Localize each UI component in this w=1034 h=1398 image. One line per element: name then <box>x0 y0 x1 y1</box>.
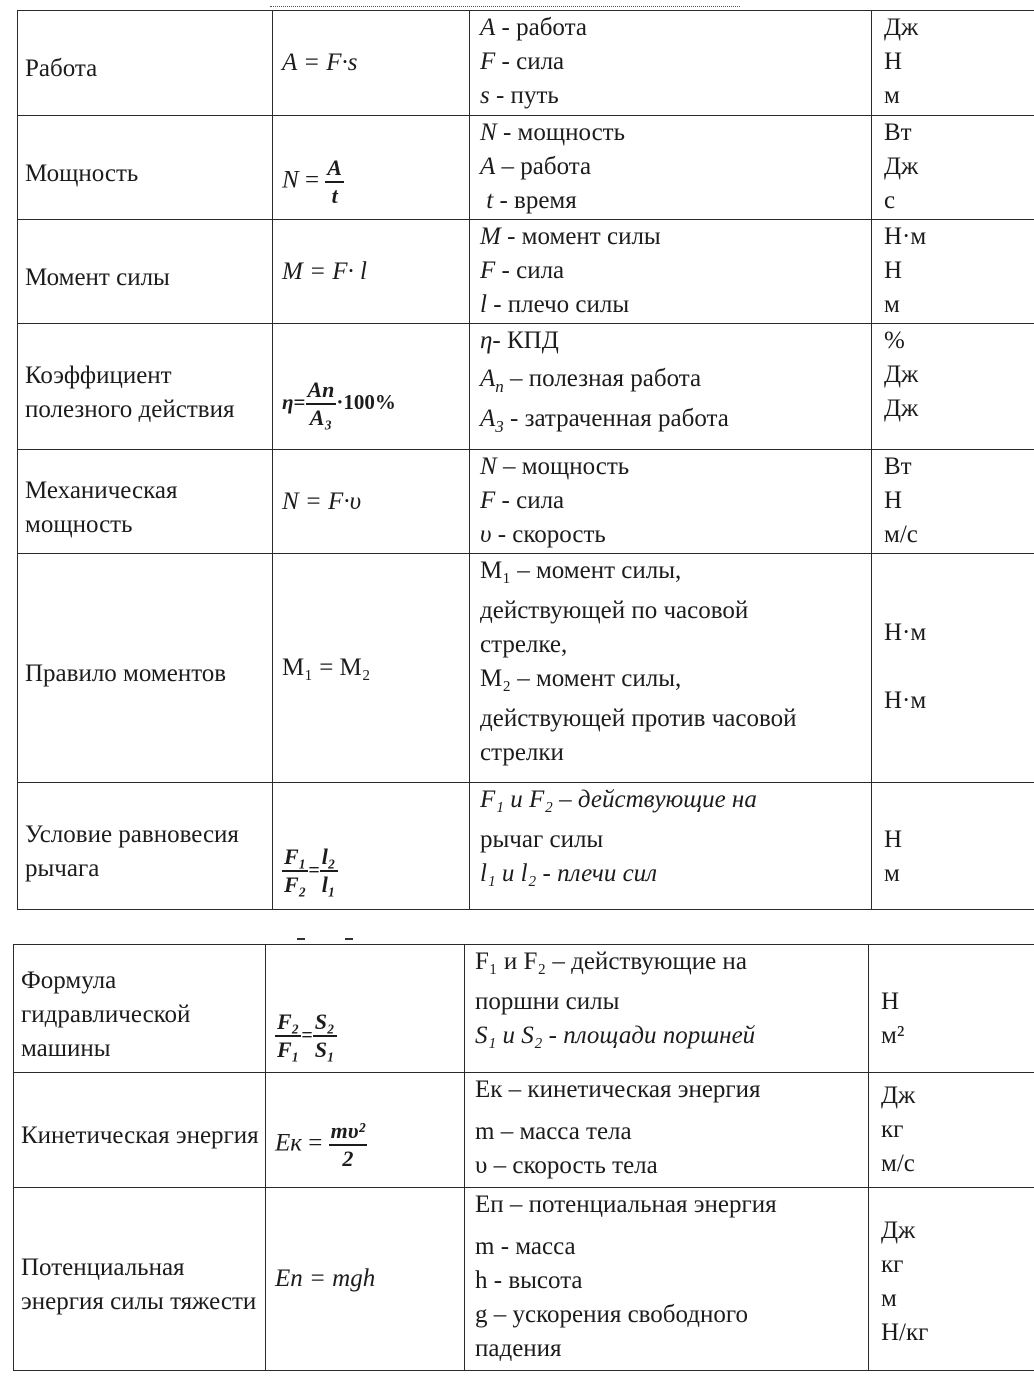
symbol: υ <box>480 521 492 548</box>
variable-line: M₂ – момент силы, <box>480 665 682 692</box>
symbol: η <box>480 327 493 354</box>
variable-text: - работа <box>495 14 587 41</box>
variable-text: - плечо силы <box>486 291 630 318</box>
symbol: M <box>480 223 501 250</box>
numerator: l₂ <box>320 846 338 872</box>
formula: N = F·υ <box>273 450 470 554</box>
variable-list <box>470 220 872 324</box>
denominator: t <box>331 182 338 208</box>
variable-line: g – ускорения свободного <box>475 1301 749 1328</box>
formula-lhs: η <box>282 389 294 414</box>
denominator: l₁ <box>321 872 336 897</box>
variable-line: падения <box>475 1335 562 1362</box>
formula: N = $\frac{A}{t}$ <box>273 116 470 220</box>
unit: Вт <box>884 453 912 480</box>
table-row <box>14 1188 1034 1371</box>
unit-list <box>872 554 1034 783</box>
variable-text: – работа <box>495 153 592 180</box>
fraction <box>313 1008 337 1062</box>
table-row <box>18 11 1034 116</box>
variable-line: l₁ и l₂ - плечи сил <box>480 860 658 887</box>
unit: м² <box>881 1022 905 1049</box>
symbol: s <box>480 82 490 109</box>
denominator: S₁ <box>314 1036 335 1062</box>
variable-list <box>465 945 869 1073</box>
formula-lhs: N <box>282 166 299 194</box>
unit: Н <box>884 826 903 853</box>
variable-line: Eп – потенциальная энергия <box>475 1191 777 1218</box>
table-row <box>18 116 1034 220</box>
unit: Н <box>884 487 903 514</box>
variable-text: - момент силы <box>500 223 661 250</box>
denominator: 2 <box>342 1146 354 1171</box>
variable-list <box>470 450 872 554</box>
unit: кг <box>881 1251 904 1278</box>
formula-table-2 <box>13 944 1034 1371</box>
symbol: A <box>480 153 496 180</box>
unit: Н/кг <box>881 1319 929 1346</box>
unit: м <box>884 82 900 109</box>
symbol: N <box>480 453 497 480</box>
table-row <box>18 220 1034 324</box>
unit-list <box>872 450 1034 554</box>
unit-list <box>872 783 1034 910</box>
unit: % <box>884 327 905 354</box>
quantity-name: Правило моментов <box>18 554 273 783</box>
unit: м <box>884 860 900 887</box>
subscript: 3 <box>495 417 504 436</box>
formula: M = F· l <box>273 220 470 324</box>
unit: м <box>884 291 900 318</box>
unit: Н·м <box>884 687 927 714</box>
variable-list <box>470 324 872 450</box>
symbol: F <box>480 257 496 284</box>
unit-list <box>872 324 1034 450</box>
formula: η= $\frac{Aп}{\text{A₃}}$ ·100% <box>273 324 470 450</box>
cropped-mark <box>345 938 353 940</box>
symbol: A <box>480 14 496 41</box>
unit: Н <box>884 48 903 75</box>
cropped-top-line <box>270 0 740 7</box>
variable-line: поршни силы <box>475 988 620 1015</box>
formula-lhs: Eк <box>275 1129 302 1157</box>
table-row <box>14 1073 1034 1188</box>
unit: м/с <box>881 1150 915 1177</box>
symbol: F <box>480 48 496 75</box>
variable-line: рычаг силы <box>480 826 604 853</box>
variable-list <box>470 783 872 910</box>
fraction <box>275 1008 301 1062</box>
denominator: F₂ <box>284 872 307 897</box>
unit: Вт <box>884 119 912 146</box>
quantity-name: Мощность <box>18 116 273 220</box>
unit: Дж <box>881 1082 916 1109</box>
formula: M₁ = M₂ <box>273 554 470 783</box>
variable-line: F₁ и F₂ – действующие на <box>475 948 747 975</box>
symbol: t <box>486 187 494 214</box>
quantity-name: Формула гидравлической машины <box>14 945 266 1073</box>
fraction <box>306 376 337 430</box>
formula: $\frac{\text{F₁}}{\text{F₂}}$ = $\frac{\text{l₂}}{\text{l₁}}$ <box>273 783 470 910</box>
unit: Н <box>884 257 903 284</box>
variable-list <box>470 554 872 783</box>
unit-list <box>872 116 1034 220</box>
symbol: N <box>480 119 497 146</box>
unit: Дж <box>881 1217 916 1244</box>
formula: Eп = mgh <box>266 1188 465 1371</box>
formula-tail: ·100% <box>336 389 396 414</box>
variable-list <box>465 1188 869 1371</box>
unit: Дж <box>884 395 919 422</box>
variable-line: h - высота <box>475 1267 583 1294</box>
table-row <box>18 450 1034 554</box>
table-row <box>18 324 1034 450</box>
unit-list <box>869 945 1034 1073</box>
symbol: l <box>480 291 487 318</box>
quantity-name: Кинетическая энергия <box>14 1073 266 1188</box>
quantity-name: Момент силы <box>18 220 273 324</box>
variable-text: - сила <box>495 48 565 75</box>
unit-list <box>869 1188 1034 1371</box>
variable-text: – мощность <box>496 453 630 480</box>
numerator: mυ² <box>329 1120 367 1146</box>
cropped-mark <box>297 938 305 940</box>
numerator: S₂ <box>313 1011 337 1037</box>
formula: $\frac{\text{F₂}}{\text{F₁}}$ = $\frac{\text{S₂}}{\text{S₁}}$ <box>266 945 465 1073</box>
unit: Дж <box>884 14 919 41</box>
numerator: Aп <box>306 379 337 405</box>
variable-text: - скорость <box>491 521 606 548</box>
numerator: F₂ <box>275 1011 301 1037</box>
variable-text: - сила <box>495 257 565 284</box>
unit: Н·м <box>884 223 927 250</box>
variable-text: - мощность <box>496 119 626 146</box>
quantity-name: Работа <box>18 11 273 116</box>
quantity-name: Механическая мощность <box>18 450 273 554</box>
variable-line: S₁ и S₂ - площади поршней <box>475 1022 756 1049</box>
variable-text: - время <box>493 187 577 214</box>
formula-table-1 <box>17 10 1034 910</box>
variable-line: υ – скорость тела <box>475 1152 658 1179</box>
variable-list <box>465 1073 869 1188</box>
unit-list <box>869 1073 1034 1188</box>
unit: Дж <box>884 361 919 388</box>
table-row <box>14 945 1034 1073</box>
variable-line: действующей по часовой <box>480 597 749 624</box>
table-row <box>18 554 1034 783</box>
fraction <box>325 154 344 208</box>
fraction <box>282 846 308 896</box>
variable-list <box>470 116 872 220</box>
denominator: A₃ <box>309 404 333 430</box>
variable-text: - путь <box>489 82 559 109</box>
variable-list <box>470 11 872 116</box>
variable-line: M₁ – момент силы, <box>480 557 682 584</box>
symbol: A <box>480 365 496 392</box>
fraction <box>329 1120 367 1170</box>
quantity-name: Потенциальная энергия силы тяжести <box>14 1188 266 1371</box>
denominator: F₁ <box>277 1036 300 1062</box>
formula: Eк = $\frac{\text{mυ²}}{2}$ <box>266 1073 465 1188</box>
subscript: n <box>495 377 504 396</box>
symbol: F <box>480 487 496 514</box>
variable-text: - КПД <box>492 327 559 354</box>
unit: с <box>884 187 896 214</box>
variable-line: m – масса тела <box>475 1118 632 1145</box>
unit: кг <box>881 1116 904 1143</box>
fraction <box>320 846 338 896</box>
symbol: A <box>480 405 496 432</box>
variable-line: Eк – кинетическая энергия <box>475 1076 761 1103</box>
table-row <box>18 783 1034 910</box>
variable-text: – полезная работа <box>503 365 702 392</box>
unit-list <box>872 220 1034 324</box>
unit-list <box>872 11 1034 116</box>
variable-text: - сила <box>495 487 565 514</box>
numerator: F₁ <box>282 846 308 872</box>
unit: м/с <box>884 521 918 548</box>
formula: A = F·s <box>273 11 470 116</box>
unit: Н·м <box>884 619 927 646</box>
numerator: A <box>325 157 344 183</box>
unit: Н <box>881 988 900 1015</box>
variable-text: - затраченная работа <box>503 405 729 432</box>
unit: Дж <box>884 153 919 180</box>
variable-line: F₁ и F₂ – действующие на <box>480 786 757 813</box>
variable-line: действующей против часовой <box>480 705 797 732</box>
quantity-name: Коэффициент полезного действия <box>18 324 273 450</box>
quantity-name: Условие равновесия рычага <box>18 783 273 910</box>
variable-line: m - масса <box>475 1233 576 1260</box>
variable-line: стрелке, <box>480 631 568 658</box>
unit: м <box>881 1285 897 1312</box>
variable-line: стрелки <box>480 739 564 766</box>
